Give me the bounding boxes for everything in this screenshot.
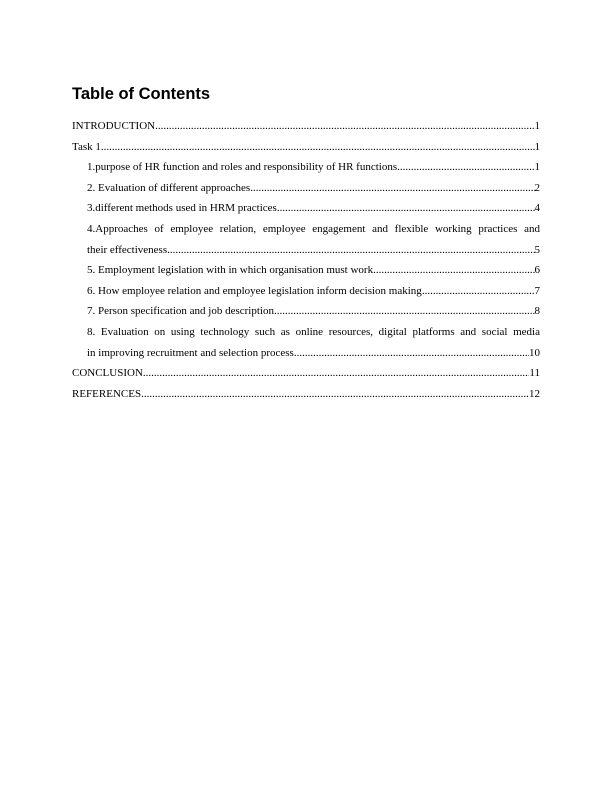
toc-entry-text-line2: in improving recruitment and selection process <box>87 346 294 359</box>
toc-page-number: 1 <box>534 140 540 153</box>
toc-entry-decision-making[interactable] <box>72 281 540 302</box>
toc-page-number: 4 <box>534 202 540 215</box>
toc-page-number: 7 <box>534 284 540 297</box>
toc-leader-dots <box>397 157 534 178</box>
toc-leader-dots <box>155 116 534 137</box>
toc-page-number: 1 <box>534 161 540 174</box>
toc-leader-dots <box>141 384 529 405</box>
toc-page-number: 5 <box>534 243 540 256</box>
toc-entry-text: REFERENCES <box>72 387 142 400</box>
table-of-contents <box>72 116 540 404</box>
toc-entry-text: 5. Employment legislation with in which organisation must work <box>87 264 374 277</box>
toc-entry-text-line1: 8. Evaluation on using technology such as online resources, digital platforms and social media <box>87 325 540 338</box>
toc-page-number: 12 <box>529 387 540 400</box>
toc-leader-dots <box>250 178 534 199</box>
toc-entry-text: 7. Person specification and job description <box>87 305 274 318</box>
toc-entry-task-1[interactable] <box>72 137 540 158</box>
toc-page-number: 8 <box>534 305 540 318</box>
toc-leader-dots <box>294 343 529 364</box>
toc-entry-text: 1.purpose of HR function and roles and responsibility of HR functions <box>87 161 398 174</box>
toc-entry-evaluation-approaches[interactable] <box>72 178 540 199</box>
toc-page-number: 11 <box>529 367 540 380</box>
toc-leader-dots <box>167 240 534 261</box>
toc-entry-text-line1: 4.Approaches of employee relation, employee engagement and flexible working practices and <box>87 222 540 235</box>
toc-page-number: 6 <box>534 264 540 277</box>
toc-entry-references[interactable] <box>72 384 540 405</box>
toc-entry-text-line2: their effectiveness <box>87 243 168 256</box>
toc-heading: Table of Contents <box>72 85 211 103</box>
toc-leader-dots <box>422 281 535 302</box>
toc-leader-dots <box>277 198 535 219</box>
toc-entry-introduction[interactable] <box>72 116 540 137</box>
toc-entry-text: CONCLUSION <box>72 367 143 380</box>
toc-entry-text: 2. Evaluation of different approaches <box>87 181 251 194</box>
toc-leader-dots <box>143 363 530 384</box>
toc-leader-dots <box>274 301 535 322</box>
toc-entry-hr-function[interactable] <box>72 157 540 178</box>
toc-leader-dots <box>373 260 534 281</box>
toc-entry-text: INTRODUCTION <box>72 120 156 132</box>
toc-entry-person-specification[interactable] <box>72 301 540 322</box>
toc-entry-hrm-methods[interactable] <box>72 198 540 219</box>
toc-entry-employment-legislation[interactable] <box>72 260 540 281</box>
toc-entry-text: Task 1 <box>72 140 101 153</box>
toc-page-number: 1 <box>534 120 540 132</box>
toc-entry-text: 3.different methods used in HRM practices <box>87 202 277 215</box>
toc-page-number: 2 <box>534 181 540 194</box>
toc-entry-text: 6. How employee relation and employee legislation inform decision making <box>87 284 422 297</box>
toc-entry-conclusion[interactable] <box>72 363 540 384</box>
toc-entry-technology-recruitment[interactable] <box>72 322 540 363</box>
toc-entry-employee-relation-approaches[interactable] <box>72 219 540 260</box>
toc-leader-dots <box>101 137 535 158</box>
toc-page-number: 10 <box>529 346 540 359</box>
